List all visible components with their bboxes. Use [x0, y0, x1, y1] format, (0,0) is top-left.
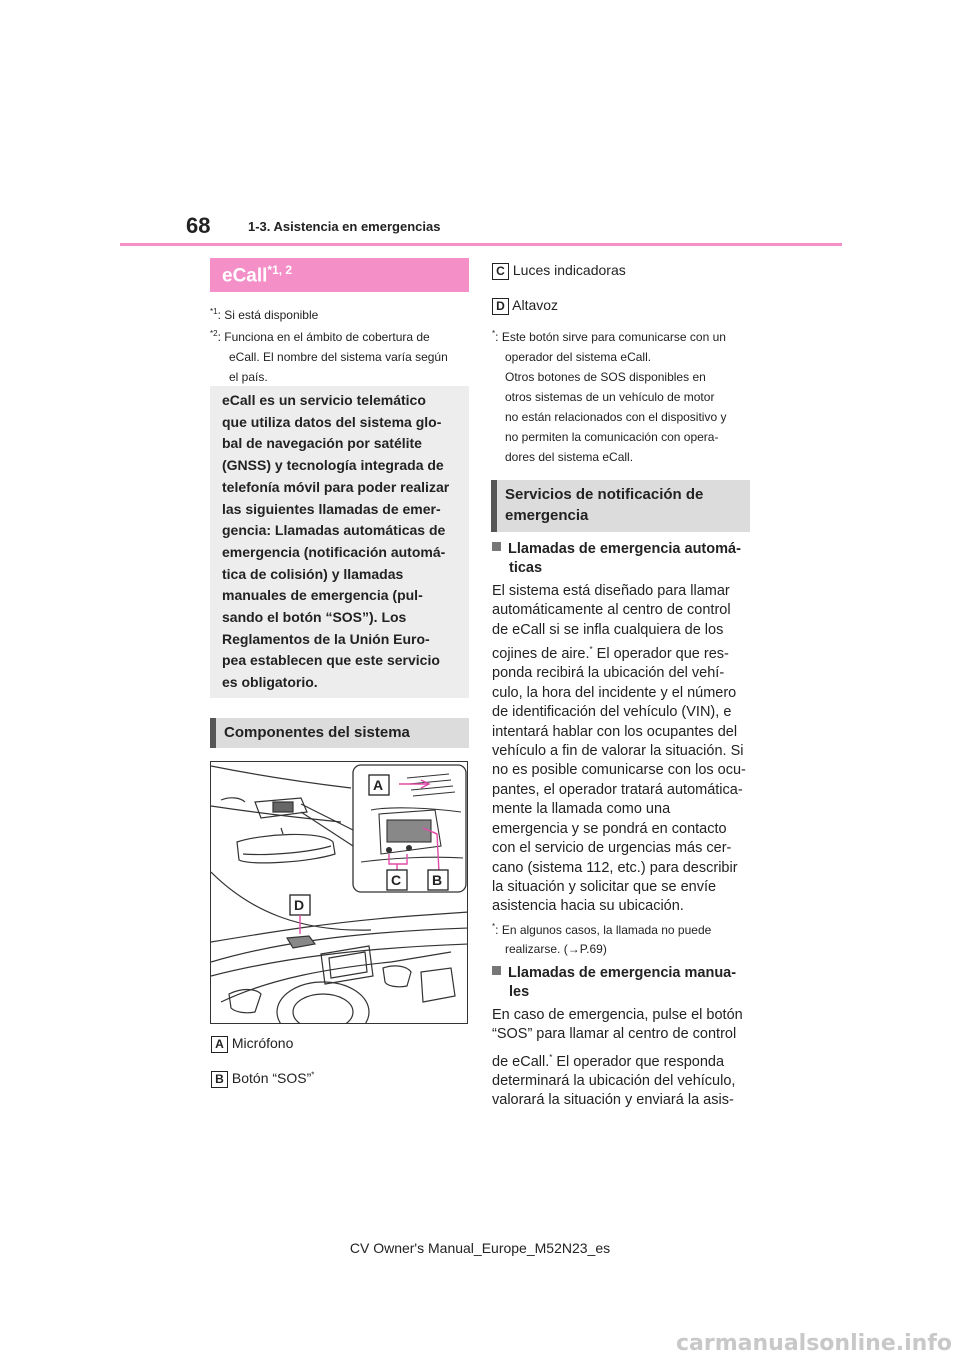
figure-label-d: D	[294, 897, 305, 913]
auto-calls-heading: Llamadas de emergencia automá- ticas	[492, 540, 754, 579]
auto-calls-body: El sistema está diseñado para llamar automáticamente al centro de control de eCall si se infla cualquiera de los cojines de aire.* El operador que res- ponda recibirá la ubicación del vehí- culo, la hora del incidente y el número de identificación del vehículo (VIN), e intentará hablar con los ocupantes del vehículo a fin de valorar la situación. Si no es posible comunicarse con los ocu- pantes, el operador tratará automática- mente la llamada como una emergencia y se pondrá en contacto con el servicio de urgencias más cer- cano (sistema 112, etc.) para describir la situación y solicitar que se envíe asistencia hacia su ubicación.	[492, 583, 746, 915]
figure-label-b: B	[432, 872, 443, 888]
bullet-square	[492, 542, 501, 551]
page-reference[interactable]: P.69	[579, 942, 603, 957]
car-interior-illustration	[211, 762, 468, 1024]
figure-label-a: A	[373, 777, 384, 793]
legend-letter: B	[211, 1071, 228, 1088]
ecall-intro-box: eCall es un servicio telemático que utiliza datos del sistema glo- bal de navegación por satélite (GNSS) y tecnología integrada de telefonía móvil para poder realizar las siguientes llamadas de emer- gencia: Llamadas automáticas de emergencia (notificación automá- tica de colisión) y llamadas manuales de emergencia (pul- sando el botón “SOS”). Los Reglamentos de la Unión Euro- pea establecen que este servicio es obligatorio.	[210, 386, 469, 698]
ecall-footnote-2: $^{*2}$: Funciona en el ámbito de cobertura de eCall. El nombre del sistema varía según el país.	[210, 329, 448, 384]
legend-item-b: B Botón “SOS”*	[211, 1070, 314, 1088]
page-footer: CV Owner's Manual_Europe_M52N23_es	[349, 1240, 611, 1256]
bullet-square	[492, 966, 501, 975]
legend-letter: C	[492, 263, 509, 280]
manual-calls-heading: Llamadas de emergencia manua- les	[492, 964, 754, 1003]
manual-calls-body: En caso de emergencia, pulse el botón “SOS” para llamar al centro de control de eCall.* El operador que responda determinará la ubicación del vehículo, valorará la situación y enviará la asis-	[492, 1007, 743, 1109]
header-divider	[120, 243, 842, 246]
arrow-icon: →	[567, 942, 580, 957]
ecall-footnote-1: $^{*1}$: Si está disponible	[210, 307, 319, 322]
chapter-title: 1-3. Asistencia en emergencias	[248, 219, 441, 234]
services-section-heading: Servicios de notificación de emergencia	[491, 480, 750, 532]
page-number: 68	[186, 213, 211, 238]
legend-item-d: D Altavoz	[492, 297, 558, 315]
ecall-section-heading	[210, 258, 469, 292]
system-components-figure	[210, 761, 468, 1024]
legend-letter: A	[211, 1036, 228, 1053]
auto-calls-footnote: *: En algunos casos, la llamada no puede realizarse. (→P.69)	[492, 922, 712, 957]
components-section-heading: Componentes del sistema	[210, 718, 469, 748]
legend-item-c: C Luces indicadoras	[492, 262, 626, 280]
sos-button-footnote: *: Este botón sirve para comunicarse con un operador del sistema eCall. Otros botones de SOS disponibles en otros sistemas de un vehículo de motor no están relacionados con el dispositivo y no permiten la comunicación con opera- dores del sistema eCall.	[492, 329, 727, 464]
ecall-title: eCall$^{*1, 2}$	[222, 263, 293, 287]
legend-letter: D	[492, 298, 509, 315]
legend-item-a: A Micrófono	[211, 1035, 293, 1053]
figure-label-c: C	[391, 872, 402, 888]
watermark: carmanualsonline.info	[676, 1331, 952, 1356]
